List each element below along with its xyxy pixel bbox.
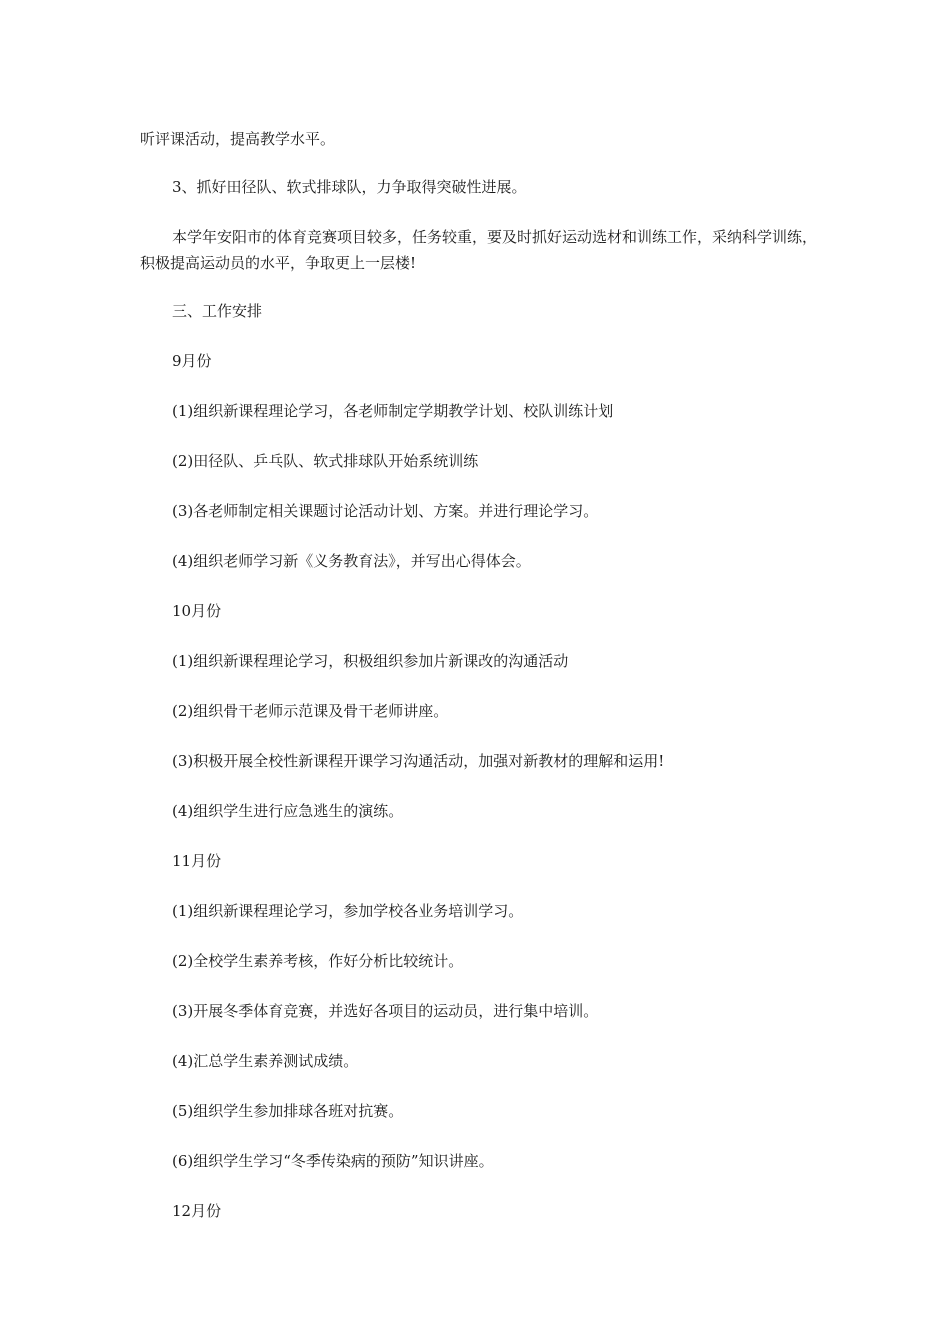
month-heading-october: 10月份 [172,602,222,620]
month-heading-september: 9月份 [172,352,212,370]
paragraph-goal-3: 3、抓好田径队、软式排球队，力争取得突破性进展。 [172,178,527,196]
list-item: (2)全校学生素养考核，作好分析比较统计。 [172,952,464,970]
list-item: (5)组织学生参加排球各班对抗赛。 [172,1102,404,1120]
list-item: (1)组织新课程理论学习，积极组织参加片新课改的沟通活动 [172,652,569,670]
paragraph-competition: 本学年安阳市的体育竞赛项目较多，任务较重，要及时抓好运动选材和训练工作，采纳科学训练，积极提高运动员的水平，争取更上一层楼! [140,228,818,272]
month-heading-december: 12月份 [172,1202,222,1220]
list-item: (3)各老师制定相关课题讨论活动计划、方案。并进行理论学习。 [172,502,599,520]
month-heading-november: 11月份 [172,852,222,870]
list-item: (2)田径队、乒乓队、软式排球队开始系统训练 [172,452,479,470]
list-item: (2)组织骨干老师示范课及骨干老师讲座。 [172,702,449,720]
list-item: (1)组织新课程理论学习，各老师制定学期教学计划、校队训练计划 [172,402,614,420]
section-heading-work-plan: 三、工作安排 [172,302,263,320]
list-item: (6)组织学生学习“冬季传染病的预防”知识讲座。 [172,1152,494,1170]
paragraph-continuation: 听评课活动，提高教学水平。 [140,130,336,148]
list-item: (3)积极开展全校性新课程开课学习沟通活动，加强对新教材的理解和运用! [172,752,665,770]
list-item: (4)组织学生进行应急逃生的演练。 [172,802,404,820]
list-item: (4)组织老师学习新《义务教育法》，并写出心得体会。 [172,552,531,570]
list-item: (4)汇总学生素养测试成绩。 [172,1052,359,1070]
list-item: (3)开展冬季体育竞赛，并选好各项目的运动员，进行集中培训。 [172,1002,599,1020]
list-item: (1)组织新课程理论学习，参加学校各业务培训学习。 [172,902,524,920]
